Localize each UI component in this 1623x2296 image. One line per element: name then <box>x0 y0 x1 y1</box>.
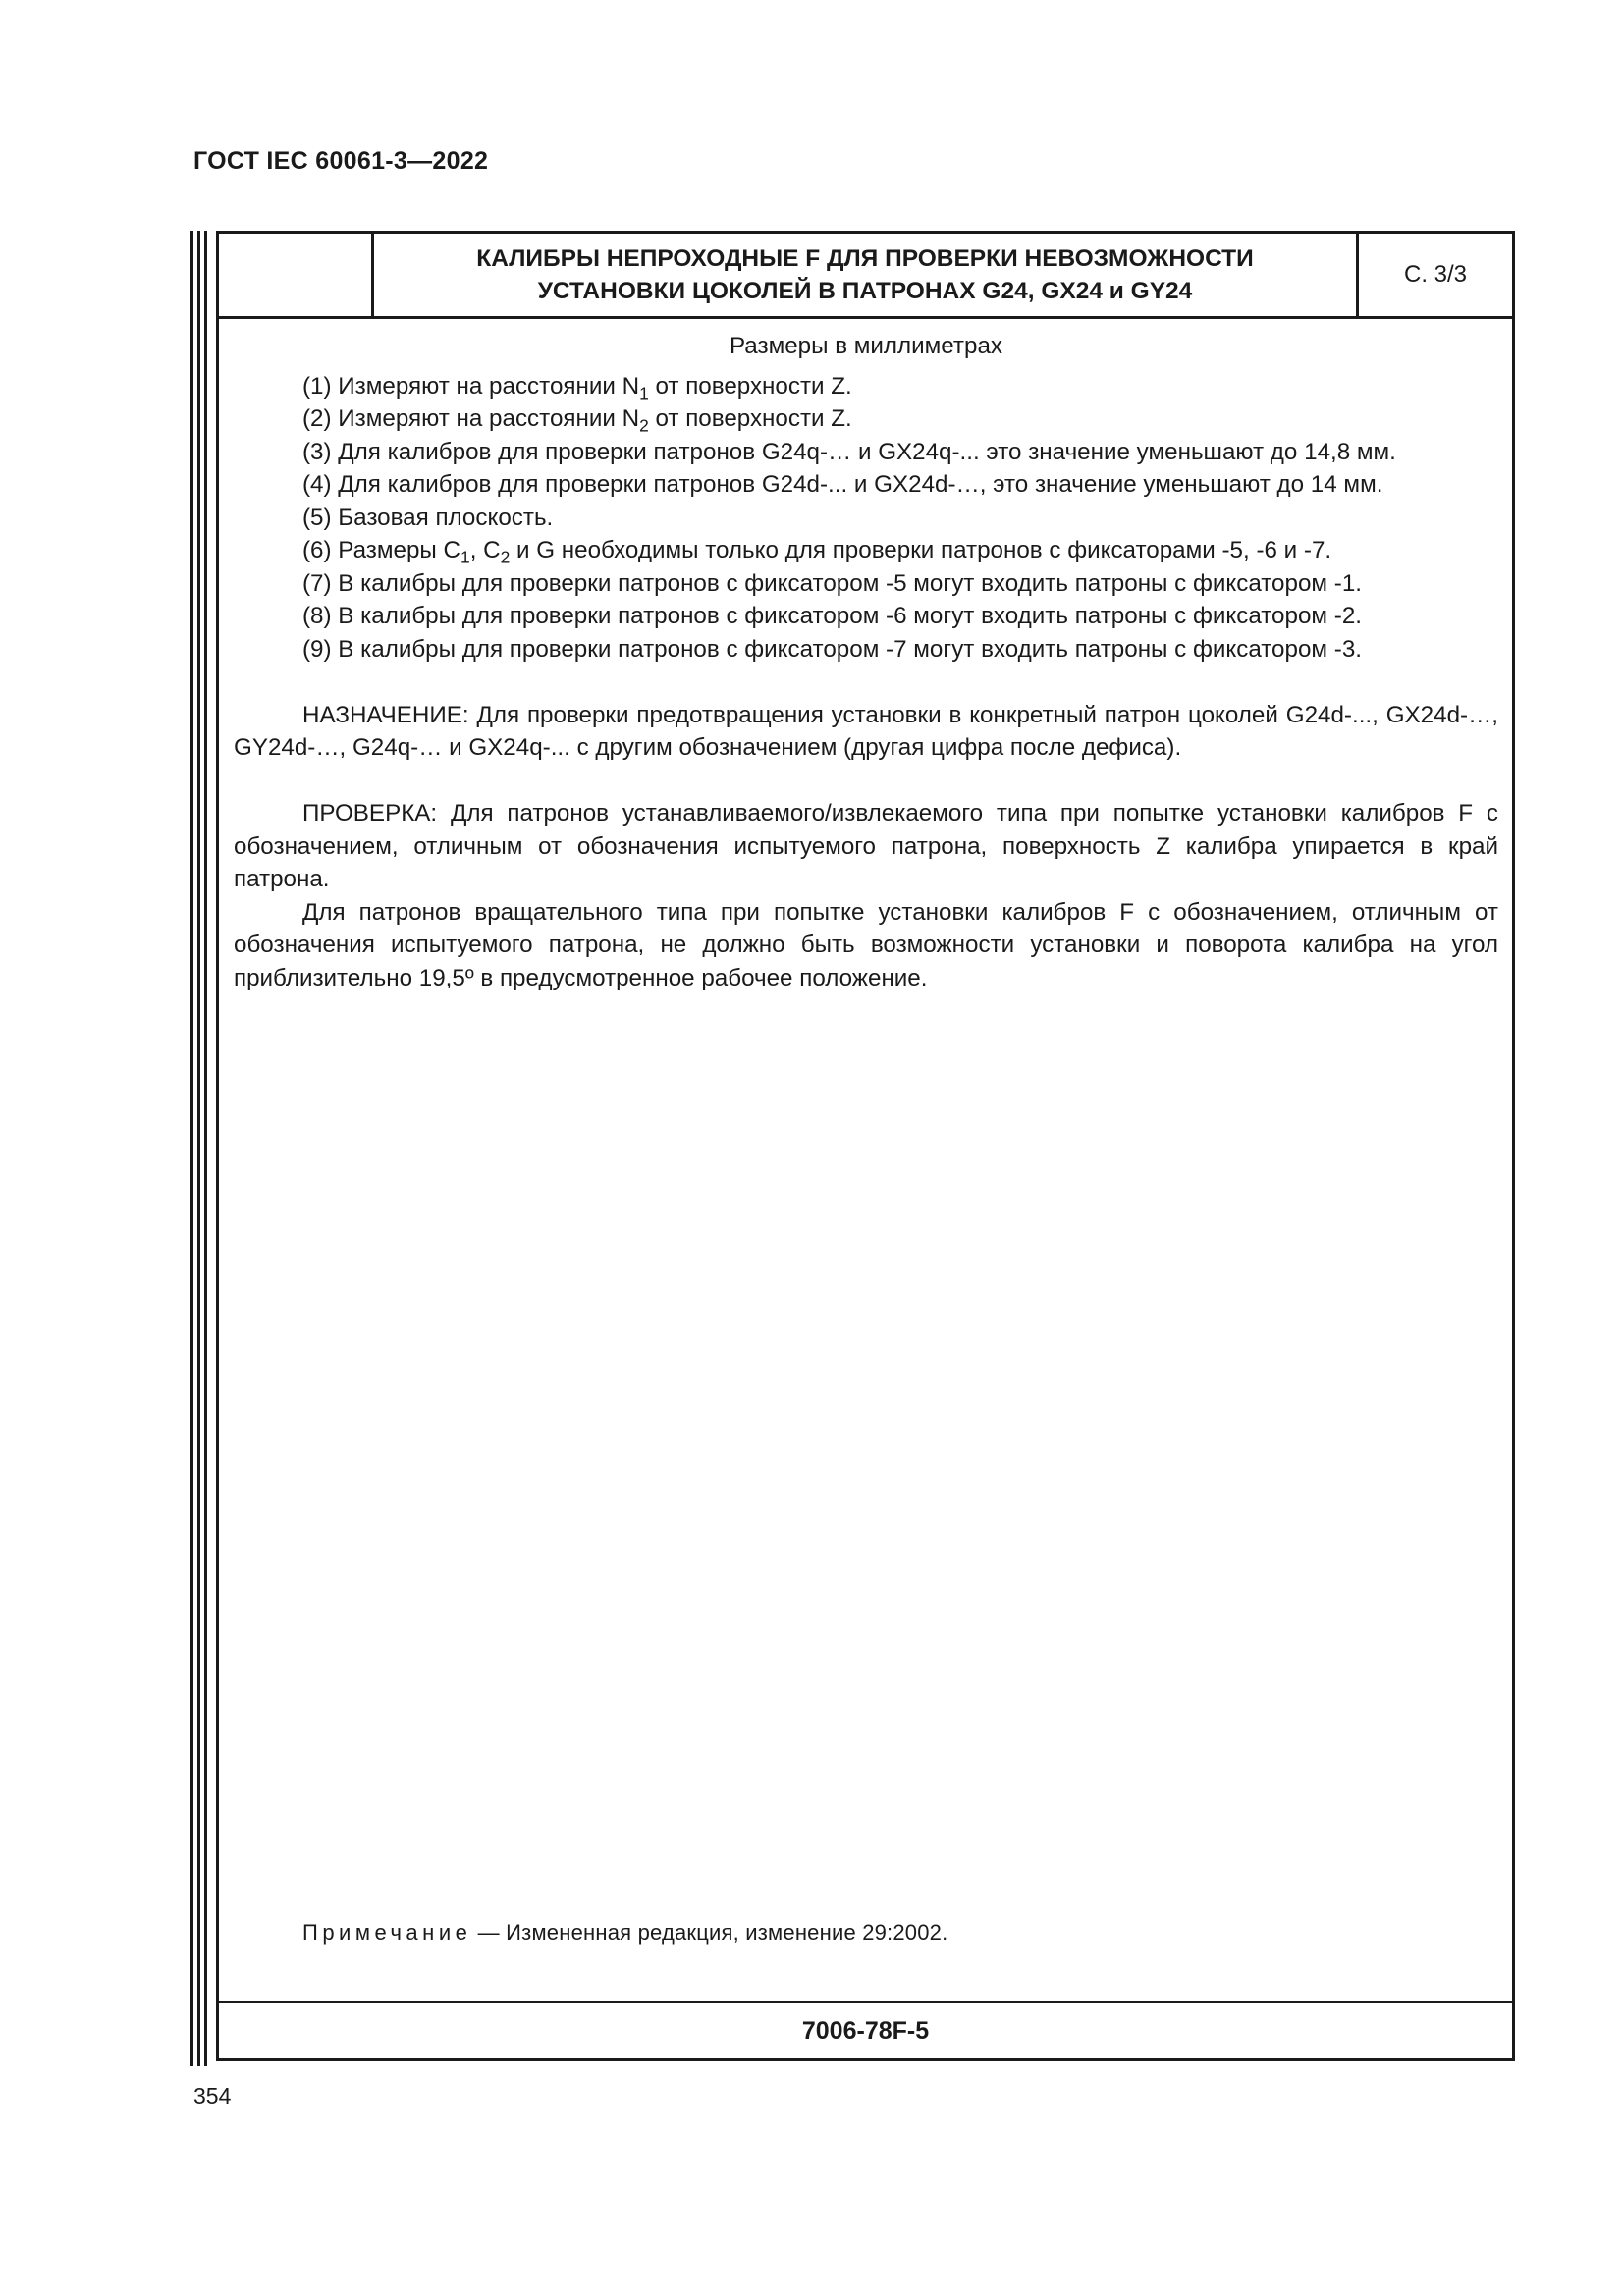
page-number: 354 <box>193 2083 232 2109</box>
note-label: Примечание <box>302 1920 472 1945</box>
note-text: — Измененная редакция, изменение 29:2002. <box>471 1920 948 1945</box>
sheet-title: КАЛИБРЫ НЕПРОХОДНЫЕ F ДЛЯ ПРОВЕРКИ НЕВОЗМОЖНОСТИ УСТАНОВКИ ЦОКОЛЕЙ В ПАТРОНАХ G24, GX24 и GY24 <box>476 245 1254 304</box>
footnote: (5) Базовая плоскость. <box>302 504 554 531</box>
check-paragraph: Для патронов вращательного типа при попытке установки калибров F с обозначением, отличным от обозначения испытуемого патрона, не должно быть возможности установки и поворота калибра на угол приблизительно 19,5º в предусмотренное рабочее положение. <box>234 898 1498 991</box>
footnote: (6) Размеры $C_1$, $C_2$ и G необходимы только для проверки патронов с фиксаторами -5, -6 и -7. <box>302 537 1332 567</box>
footnote: (2) Измеряют на расстоянии $N_2$ от поверхности Z. <box>302 405 852 436</box>
header-empty-cell <box>219 234 374 316</box>
binding-line <box>204 231 207 2066</box>
note <box>302 1920 947 1946</box>
footnote: (3) Для калибров для проверки патронов G24q-… и GX24q-... это значение уменьшают до 14,8 мм. <box>302 438 1396 465</box>
footnote: (7) В калибры для проверки патронов с фиксатором -5 могут входить патроны с фиксатором -1. <box>302 569 1362 597</box>
footnote: (9) В калибры для проверки патронов с фиксатором -7 могут входить патроны с фиксатором -3. <box>302 635 1362 663</box>
sheet-content <box>234 330 1498 994</box>
footnote: (8) В калибры для проверки патронов с фиксатором -6 могут входить патроны с фиксатором -2. <box>302 603 1362 629</box>
purpose-paragraph: НАЗНАЧЕНИЕ: Для проверки предотвращения установки в конкретный патрон цоколей G24d-..., GX24d-…, GY24d-…, G24q-… и GX24q-... с другим обозначением (другая цифра после дефиса). <box>234 701 1498 761</box>
sheet-header <box>219 234 1512 319</box>
check-paragraph: ПРОВЕРКА: Для патронов устанавливаемого/извлекаемого типа при попытке установки калибров F с обозначением, отличным от обозначения испытуемого патрона, поверхность Z калибра упирается в край патрона. <box>234 800 1498 892</box>
sheet-frame <box>216 231 1515 2061</box>
binding-line <box>190 231 193 2066</box>
binding-line <box>197 231 200 2066</box>
footnote: (1) Измеряют на расстоянии $N_1$ от поверхности Z. <box>302 372 852 403</box>
document-code: ГОСТ IEC 60061-3—2022 <box>193 147 489 175</box>
dimensions-note: Размеры в миллиметрах <box>729 333 1003 359</box>
sheet-code: 7006-78F-5 <box>801 2016 930 2045</box>
sheet-page-indicator: С. 3/3 <box>1356 234 1512 316</box>
footnote: (4) Для калибров для проверки патронов G24d-... и GX24d-…, это значение уменьшают до 14 мм. <box>302 471 1383 498</box>
